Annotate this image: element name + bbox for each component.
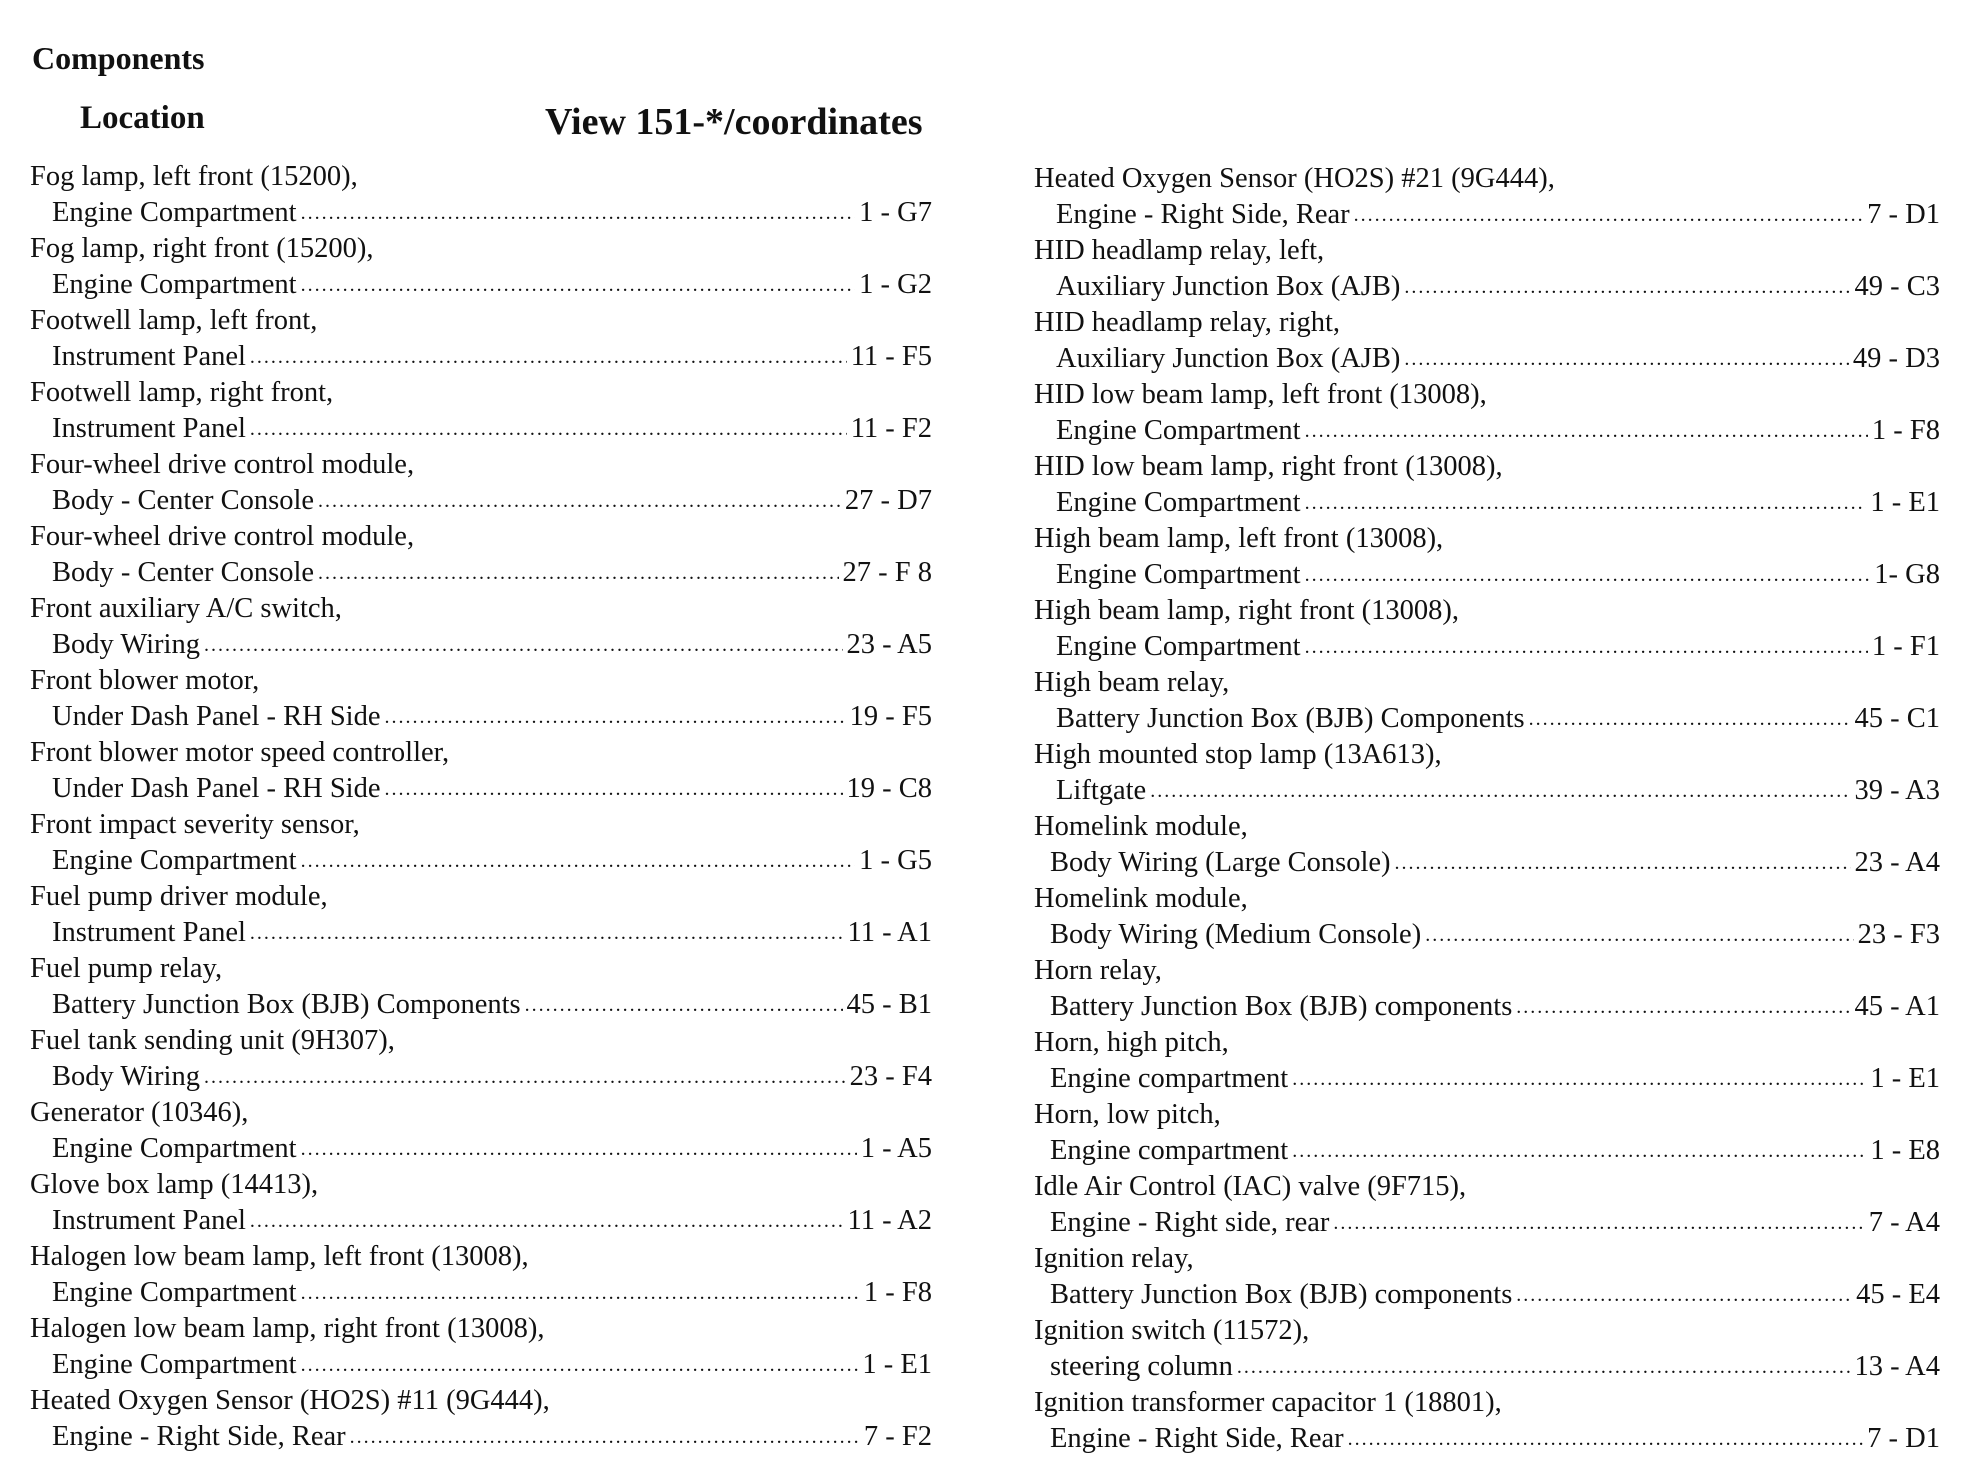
view-coordinate: 7 - A4 bbox=[1868, 1207, 1940, 1238]
dot-leader bbox=[1305, 565, 1871, 585]
dot-leader bbox=[1292, 1141, 1866, 1161]
component-location: Engine Compartment bbox=[1056, 631, 1301, 662]
component-location: Body - Center Console bbox=[52, 485, 315, 516]
component-name: Ignition switch (11572), bbox=[1034, 1315, 1310, 1346]
component-name: High beam lamp, left front (13008), bbox=[1034, 523, 1444, 554]
view-coordinate: 1 - A5 bbox=[860, 1133, 932, 1164]
view-coordinate: 49 - D3 bbox=[1852, 343, 1940, 374]
component-name: Heated Oxygen Sensor (HO2S) #21 (9G444), bbox=[1034, 163, 1555, 194]
component-name: Horn, high pitch, bbox=[1034, 1027, 1229, 1058]
component-location: Engine Compartment bbox=[1056, 487, 1301, 518]
component-location: Engine Compartment bbox=[1056, 559, 1301, 590]
component-name: Halogen low beam lamp, left front (13008), bbox=[30, 1241, 529, 1272]
location-line bbox=[1034, 1205, 1940, 1241]
component-location: Engine - Right Side, Rear bbox=[52, 1421, 346, 1452]
view-coordinate: 19 - F5 bbox=[849, 701, 932, 732]
location-line bbox=[30, 555, 932, 591]
component-name: Fuel tank sending unit (9H307), bbox=[30, 1025, 395, 1056]
component-name: High mounted stop lamp (13A613), bbox=[1034, 739, 1442, 770]
component-name: Generator (10346), bbox=[30, 1097, 249, 1128]
right-component-list bbox=[1034, 161, 1940, 1457]
location-line bbox=[1034, 485, 1940, 521]
view-coordinate: 1 - G5 bbox=[859, 845, 932, 876]
view-coordinate: 1 - G2 bbox=[859, 269, 932, 300]
component-name: Front blower motor, bbox=[30, 665, 260, 696]
view-coordinate: 27 - F 8 bbox=[842, 557, 932, 588]
dot-leader bbox=[318, 491, 841, 511]
dot-leader bbox=[1516, 1285, 1852, 1305]
location-line bbox=[1034, 269, 1940, 305]
view-coordinate: 11 - F5 bbox=[850, 341, 932, 372]
component-name: Front impact severity sensor, bbox=[30, 809, 360, 840]
view-coordinate: 23 - F3 bbox=[1857, 919, 1940, 950]
list-item bbox=[30, 519, 932, 591]
view-coordinate: 49 - C3 bbox=[1854, 271, 1940, 302]
component-name: Glove box lamp (14413), bbox=[30, 1169, 319, 1200]
dot-leader bbox=[301, 1355, 859, 1375]
location-column-header: Location bbox=[80, 100, 205, 136]
dot-leader bbox=[1305, 637, 1868, 657]
component-location: Body Wiring (Medium Console) bbox=[1050, 919, 1422, 950]
dot-leader bbox=[1425, 925, 1853, 945]
view-coordinate: 1 - E1 bbox=[862, 1349, 932, 1380]
location-line bbox=[1034, 917, 1940, 953]
list-item bbox=[1034, 233, 1940, 305]
list-item bbox=[1034, 809, 1940, 881]
view-coordinate: 7 - D1 bbox=[1867, 1423, 1940, 1454]
component-location: Instrument Panel bbox=[52, 1205, 246, 1236]
view-coordinate: 27 - D7 bbox=[844, 485, 932, 516]
location-line bbox=[1034, 1133, 1940, 1169]
location-line bbox=[1034, 557, 1940, 593]
component-name: Fog lamp, left front (15200), bbox=[30, 161, 358, 192]
dot-leader bbox=[1348, 1429, 1864, 1449]
component-name: Fuel pump relay, bbox=[30, 953, 223, 984]
component-location: Engine Compartment bbox=[52, 1277, 297, 1308]
view-coordinate: 11 - A2 bbox=[847, 1205, 932, 1236]
view-coordinate: 1 - F1 bbox=[1871, 631, 1940, 662]
component-location: Instrument Panel bbox=[52, 917, 246, 948]
location-line bbox=[30, 483, 932, 519]
component-location: Liftgate bbox=[1056, 775, 1147, 806]
location-line bbox=[30, 699, 932, 735]
list-item bbox=[1034, 1169, 1940, 1241]
component-location: Engine - Right side, rear bbox=[1050, 1207, 1330, 1238]
component-name: Halogen low beam lamp, right front (13008), bbox=[30, 1313, 545, 1344]
list-item bbox=[1034, 521, 1940, 593]
view-coordinate: 19 - C8 bbox=[846, 773, 932, 804]
list-item bbox=[30, 879, 932, 951]
list-item bbox=[1034, 1313, 1940, 1385]
page-title: Components bbox=[32, 40, 205, 76]
dot-leader bbox=[525, 995, 843, 1015]
component-location: Engine - Right Side, Rear bbox=[1056, 199, 1350, 230]
list-item bbox=[1034, 665, 1940, 737]
location-line bbox=[1034, 701, 1940, 737]
location-line bbox=[1034, 1349, 1940, 1385]
component-location: Engine Compartment bbox=[52, 1349, 297, 1380]
component-location: Engine compartment bbox=[1050, 1063, 1289, 1094]
component-name: Heated Oxygen Sensor (HO2S) #11 (9G444), bbox=[30, 1385, 550, 1416]
list-item bbox=[30, 951, 932, 1023]
view-coordinate: 39 - A3 bbox=[1854, 775, 1940, 806]
component-location: Engine Compartment bbox=[52, 845, 297, 876]
component-location: Engine compartment bbox=[1050, 1135, 1289, 1166]
component-name: High beam relay, bbox=[1034, 667, 1230, 698]
view-coordinate: 11 - A1 bbox=[847, 917, 932, 948]
component-name: HID low beam lamp, right front (13008), bbox=[1034, 451, 1503, 482]
location-line bbox=[1034, 413, 1940, 449]
component-name: Fuel pump driver module, bbox=[30, 881, 328, 912]
location-line bbox=[30, 1203, 932, 1239]
dot-leader bbox=[350, 1427, 860, 1447]
component-location: Battery Junction Box (BJB) components bbox=[1050, 991, 1513, 1022]
list-item bbox=[30, 1383, 932, 1455]
location-line bbox=[1034, 989, 1940, 1025]
location-line bbox=[1034, 197, 1940, 233]
dot-leader bbox=[1292, 1069, 1866, 1089]
view-coordinate: 45 - E4 bbox=[1856, 1279, 1940, 1310]
component-location: Body Wiring (Large Console) bbox=[1050, 847, 1391, 878]
dot-leader bbox=[204, 635, 843, 655]
list-item bbox=[30, 663, 932, 735]
view-coordinate: 1 - E1 bbox=[1870, 1063, 1940, 1094]
list-item bbox=[30, 1095, 932, 1167]
list-item bbox=[1034, 161, 1940, 233]
dot-leader bbox=[301, 1283, 860, 1303]
dot-leader bbox=[301, 203, 856, 223]
list-item bbox=[1034, 449, 1940, 521]
dot-leader bbox=[1404, 277, 1850, 297]
view-coordinate: 11 - F2 bbox=[850, 413, 932, 444]
component-name: Footwell lamp, right front, bbox=[30, 377, 334, 408]
component-location: Body Wiring bbox=[52, 1061, 200, 1092]
dot-leader bbox=[1529, 709, 1851, 729]
component-location: Battery Junction Box (BJB) Components bbox=[52, 989, 521, 1020]
list-item bbox=[1034, 305, 1940, 377]
view-coordinate: 13 - A4 bbox=[1854, 1351, 1940, 1382]
dot-leader bbox=[250, 1211, 844, 1231]
dot-leader bbox=[250, 923, 844, 943]
component-location: Engine Compartment bbox=[52, 197, 297, 228]
dot-leader bbox=[385, 779, 843, 799]
component-name: Four-wheel drive control module, bbox=[30, 449, 415, 480]
component-location: Battery Junction Box (BJB) Components bbox=[1056, 703, 1525, 734]
component-name: Horn relay, bbox=[1034, 955, 1162, 986]
list-item bbox=[30, 1023, 932, 1095]
view-coordinate: 45 - A1 bbox=[1854, 991, 1940, 1022]
location-line bbox=[1034, 773, 1940, 809]
component-location: Engine Compartment bbox=[52, 1133, 297, 1164]
component-location: Under Dash Panel - RH Side bbox=[52, 773, 381, 804]
component-location: Instrument Panel bbox=[52, 341, 246, 372]
location-line bbox=[30, 411, 932, 447]
list-item bbox=[30, 735, 932, 807]
component-location: Engine - Right Side, Rear bbox=[1050, 1423, 1344, 1454]
dot-leader bbox=[1516, 997, 1850, 1017]
view-coordinate: 1 - E1 bbox=[1870, 487, 1940, 518]
location-line bbox=[30, 339, 932, 375]
list-item bbox=[30, 231, 932, 303]
component-location: Body Wiring bbox=[52, 629, 200, 660]
list-item bbox=[30, 1167, 932, 1239]
component-location: Engine Compartment bbox=[52, 269, 297, 300]
view-coordinate: 7 - F2 bbox=[863, 1421, 932, 1452]
location-line bbox=[1034, 845, 1940, 881]
location-line bbox=[30, 1347, 932, 1383]
dot-leader bbox=[1354, 205, 1864, 225]
view-coordinate: 23 - F4 bbox=[849, 1061, 932, 1092]
location-line bbox=[30, 843, 932, 879]
location-line bbox=[30, 771, 932, 807]
dot-leader bbox=[318, 563, 839, 583]
dot-leader bbox=[1395, 853, 1851, 873]
list-item bbox=[30, 447, 932, 519]
dot-leader bbox=[301, 275, 856, 295]
location-line bbox=[30, 267, 932, 303]
component-name: High beam lamp, right front (13008), bbox=[1034, 595, 1460, 626]
component-location: Under Dash Panel - RH Side bbox=[52, 701, 381, 732]
list-item bbox=[1034, 1241, 1940, 1313]
dot-leader bbox=[385, 707, 846, 727]
dot-leader bbox=[301, 851, 856, 871]
list-item bbox=[1034, 737, 1940, 809]
list-item bbox=[1034, 1385, 1940, 1457]
list-item bbox=[30, 303, 932, 375]
component-name: Footwell lamp, left front, bbox=[30, 305, 318, 336]
view-coordinate: 1 - F8 bbox=[1871, 415, 1940, 446]
list-item bbox=[30, 1239, 932, 1311]
component-name: Four-wheel drive control module, bbox=[30, 521, 415, 552]
component-name: Ignition transformer capacitor 1 (18801), bbox=[1034, 1387, 1502, 1418]
component-location: Auxiliary Junction Box (AJB) bbox=[1056, 271, 1401, 302]
dot-leader bbox=[1305, 421, 1868, 441]
list-item bbox=[1034, 1025, 1940, 1097]
view-coordinate: 1 - E8 bbox=[1870, 1135, 1940, 1166]
dot-leader bbox=[1333, 1213, 1864, 1233]
component-name: HID headlamp relay, left, bbox=[1034, 235, 1325, 266]
dot-leader bbox=[250, 419, 847, 439]
list-item bbox=[1034, 377, 1940, 449]
list-item bbox=[30, 1311, 932, 1383]
component-name: Homelink module, bbox=[1034, 811, 1248, 842]
view-coordinate: 45 - B1 bbox=[846, 989, 932, 1020]
component-location: Battery Junction Box (BJB) components bbox=[1050, 1279, 1513, 1310]
list-item bbox=[1034, 881, 1940, 953]
dot-leader bbox=[1237, 1357, 1851, 1377]
left-component-list bbox=[30, 159, 932, 1455]
component-location: steering column bbox=[1050, 1351, 1233, 1382]
component-name: Fog lamp, right front (15200), bbox=[30, 233, 374, 264]
view-coordinate: 1- G8 bbox=[1874, 559, 1940, 590]
component-name: Ignition relay, bbox=[1034, 1243, 1194, 1274]
location-line bbox=[1034, 1421, 1940, 1457]
component-location: Body - Center Console bbox=[52, 557, 315, 588]
dot-leader bbox=[250, 347, 847, 367]
list-item bbox=[1034, 593, 1940, 665]
location-line bbox=[1034, 1277, 1940, 1313]
dot-leader bbox=[301, 1139, 857, 1159]
view-coordinate: 23 - A4 bbox=[1854, 847, 1940, 878]
location-line bbox=[30, 195, 932, 231]
component-location: Instrument Panel bbox=[52, 413, 246, 444]
dot-leader bbox=[1150, 781, 1850, 801]
view-coordinate: 1 - F8 bbox=[863, 1277, 932, 1308]
view-coordinate: 7 - D1 bbox=[1867, 199, 1940, 230]
dot-leader bbox=[204, 1067, 846, 1087]
location-line bbox=[30, 1131, 932, 1167]
location-line bbox=[1034, 629, 1940, 665]
location-line bbox=[30, 1275, 932, 1311]
location-line bbox=[1034, 1061, 1940, 1097]
list-item bbox=[30, 159, 932, 231]
view-coordinate: 45 - C1 bbox=[1854, 703, 1940, 734]
view-coordinate: 1 - G7 bbox=[859, 197, 932, 228]
component-name: Front auxiliary A/C switch, bbox=[30, 593, 342, 624]
location-line bbox=[30, 627, 932, 663]
view-coordinate: 23 - A5 bbox=[846, 629, 932, 660]
component-location: Engine Compartment bbox=[1056, 415, 1301, 446]
component-name: Front blower motor speed controller, bbox=[30, 737, 450, 768]
list-item bbox=[30, 375, 932, 447]
location-line bbox=[30, 987, 932, 1023]
component-name: Idle Air Control (IAC) valve (9F715), bbox=[1034, 1171, 1467, 1202]
location-line bbox=[30, 1419, 932, 1455]
dot-leader bbox=[1404, 349, 1849, 369]
component-name: Homelink module, bbox=[1034, 883, 1248, 914]
location-line bbox=[30, 1059, 932, 1095]
dot-leader bbox=[1305, 493, 1867, 513]
component-name: HID headlamp relay, right, bbox=[1034, 307, 1340, 338]
location-line bbox=[30, 915, 932, 951]
component-name: Horn, low pitch, bbox=[1034, 1099, 1221, 1130]
list-item bbox=[30, 807, 932, 879]
view-coordinates-column-header: View 151-*/coordinates bbox=[545, 101, 923, 143]
list-item bbox=[1034, 953, 1940, 1025]
list-item bbox=[30, 591, 932, 663]
location-line bbox=[1034, 341, 1940, 377]
component-name: HID low beam lamp, left front (13008), bbox=[1034, 379, 1487, 410]
component-location: Auxiliary Junction Box (AJB) bbox=[1056, 343, 1401, 374]
list-item bbox=[1034, 1097, 1940, 1169]
